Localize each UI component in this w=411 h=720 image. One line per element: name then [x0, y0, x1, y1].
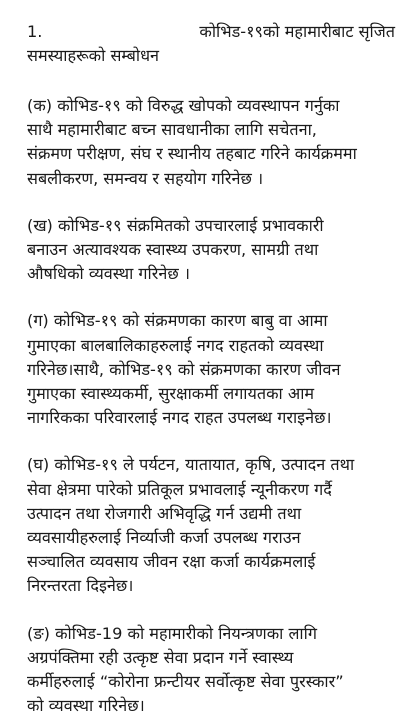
section-title-part-2: समस्याहरूको सम्बोधन	[27, 46, 160, 65]
paragraph-line: गुमाएका बालबालिकाहरुलाई नगद राहतको व्यवस्था	[27, 335, 324, 355]
section-heading	[27, 20, 395, 68]
paragraph-line: गरिनेछ।साथै, कोभिड-१९ को संक्रमणका कारण जीवन	[27, 359, 341, 379]
paragraph-line: सञ्चालित व्यवसाय जीवन रक्षा कर्जा कार्यक्रमलाई	[27, 552, 316, 572]
heading-line-1	[27, 20, 395, 44]
paragraph-line: (ङ) कोभिड-19 को महामारीको नियन्त्रणका लागि	[27, 623, 317, 643]
paragraph-ka	[27, 94, 395, 191]
paragraph-nga	[27, 622, 395, 719]
paragraph-line: सेवा क्षेत्रमा पारेको प्रतिकूल प्रभावलाई न्यूनीकरण गर्दै	[27, 479, 332, 499]
paragraph-line: बनाउन अत्यावश्यक स्वास्थ्य उपकरण, सामग्री तथा	[27, 240, 319, 260]
paragraph-line: अग्रपंक्तिमा रही उत्कृष्ट सेवा प्रदान गर्ने स्वास्थ्य	[27, 647, 294, 667]
paragraph-line: औषधिको व्यवस्था गरिनेछ ।	[27, 264, 190, 284]
paragraph-line: को व्यवस्था गरिनेछ।	[27, 696, 145, 716]
paragraph-line: निरन्तरता दिइनेछ।	[27, 576, 134, 596]
paragraph-line: (ख) कोभिड-१९ संक्रमितको उपचारलाई प्रभावकारी	[27, 215, 324, 235]
paragraph-gha	[27, 453, 395, 598]
paragraph-line: (घ) कोभिड-१९ ले पर्यटन, यातायात, कृषि, उत्पादन तथा	[27, 455, 355, 475]
paragraph-line: नागरिकका परिवारलाई नगद राहत उपलब्ध गराइनेछ।	[27, 408, 332, 428]
paragraph-line: साथै महामारीबाट बच्न सावधानीका लागि सचेतना,	[27, 120, 317, 140]
paragraph-line: उत्पादन तथा रोजगारी अभिवृद्धि गर्न उद्यमी तथा	[27, 503, 302, 523]
paragraph-line: कर्मीहरुलाई “कोरोना फ्रन्टीयर सर्वोत्कृष्ट सेवा पुरस्कार”	[27, 672, 344, 692]
section-title-part-1: कोभिड-१९को महामारीबाट सृजित	[199, 22, 395, 41]
paragraph-line: गुमाएका स्वास्थ्यकर्मी, सुरक्षाकर्मी लगायतका आम	[27, 384, 315, 404]
paragraph-line: सबलीकरण, समन्वय र सहयोग गरिनेछ ।	[27, 168, 264, 188]
section-number: 1.	[27, 22, 43, 41]
paragraph-line: (क) कोभिड-१९ को विरुद्ध खोपको व्यवस्थापन गर्नुका	[27, 96, 340, 115]
paragraph-line: व्यवसायीहरुलाई निर्व्याजी कर्जा उपलब्ध गराउन	[27, 528, 301, 548]
paragraph-line: संक्रमण परीक्षण, संघ र स्थानीय तहबाट गरिने कार्यक्रममा	[27, 144, 357, 164]
paragraph-line: (ग) कोभिड-१९ को संक्रमणका कारण बाबु वा आमा	[27, 311, 328, 331]
paragraph-kha	[27, 214, 395, 287]
paragraph-ga	[27, 309, 395, 430]
